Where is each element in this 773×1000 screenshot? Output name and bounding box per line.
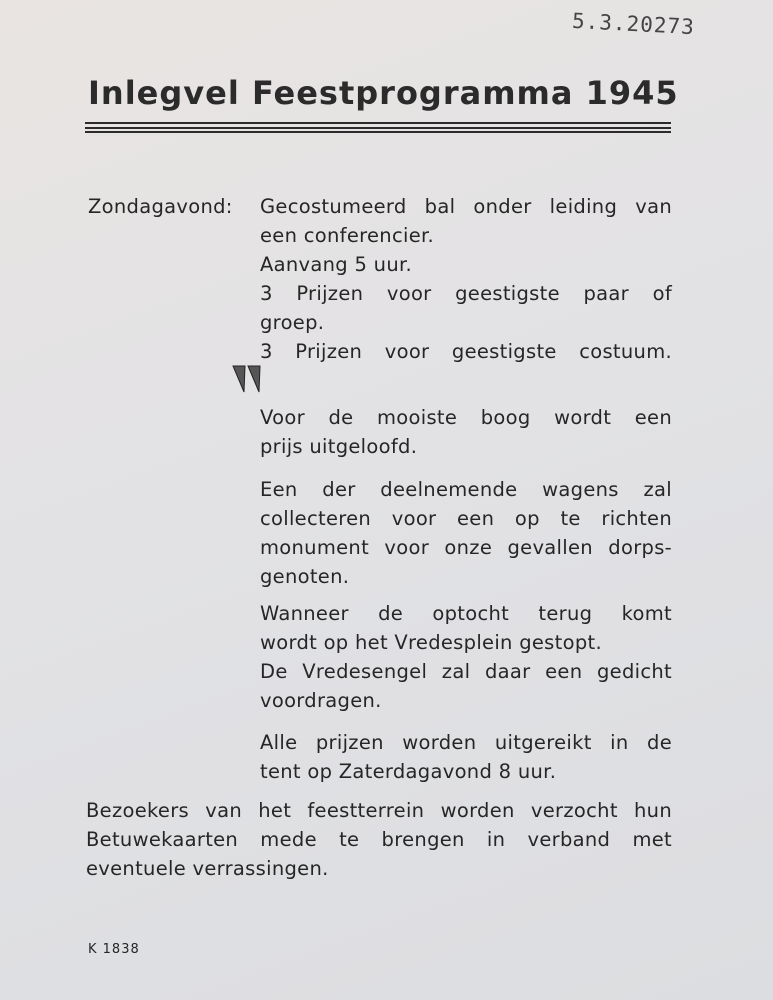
text-line: prijs uitgeloofd. <box>260 435 418 458</box>
title-rule-top <box>85 122 671 124</box>
text-line: De Vredesengel zal daar een gedicht <box>260 660 672 683</box>
text-line: Gecostumeerd bal onder leiding van <box>260 195 672 218</box>
handwritten-archive-number: 5.3.20273 <box>571 8 696 40</box>
text-line: Wanneer de optocht terug komt <box>260 602 672 625</box>
text-line: 3 Prijzen voor geestigste costuum. <box>260 340 672 363</box>
text-line: tent op Zaterdagavond 8 uur. <box>260 760 557 783</box>
footer-line: Bezoekers van het feestterrein worden verzocht hun <box>86 799 672 822</box>
section-label: Zondagavond: <box>88 195 233 218</box>
text-line: groep. <box>260 311 325 334</box>
ditto-mark-icon <box>232 364 262 394</box>
text-line: Een der deelnemende wagens zal <box>260 478 672 501</box>
text-line: 3 Prijzen voor geestigste paar of <box>260 282 672 305</box>
text-line: Alle prijzen worden uitgereikt in de <box>260 731 672 754</box>
text-line: Aanvang 5 uur. <box>260 253 413 276</box>
text-line: voordragen. <box>260 689 382 712</box>
text-line: monument voor onze gevallen dorps- <box>260 536 672 559</box>
footer-line: Betuwekaarten mede te brengen in verband met <box>86 828 672 851</box>
text-line: collecteren voor een op te richten <box>260 507 672 530</box>
footer-line: eventuele verrassingen. <box>86 857 329 880</box>
title-rule-middle <box>85 127 671 129</box>
title-rule-bottom <box>85 131 671 133</box>
text-line: Voor de mooiste boog wordt een <box>260 406 672 429</box>
text-line: genoten. <box>260 565 350 588</box>
page-title: Inlegvel Feestprogramma 1945 <box>88 74 679 112</box>
print-code: K 1838 <box>88 942 140 957</box>
text-line: wordt op het Vredesplein gestopt. <box>260 631 602 654</box>
text-line: een conferencier. <box>260 224 435 247</box>
